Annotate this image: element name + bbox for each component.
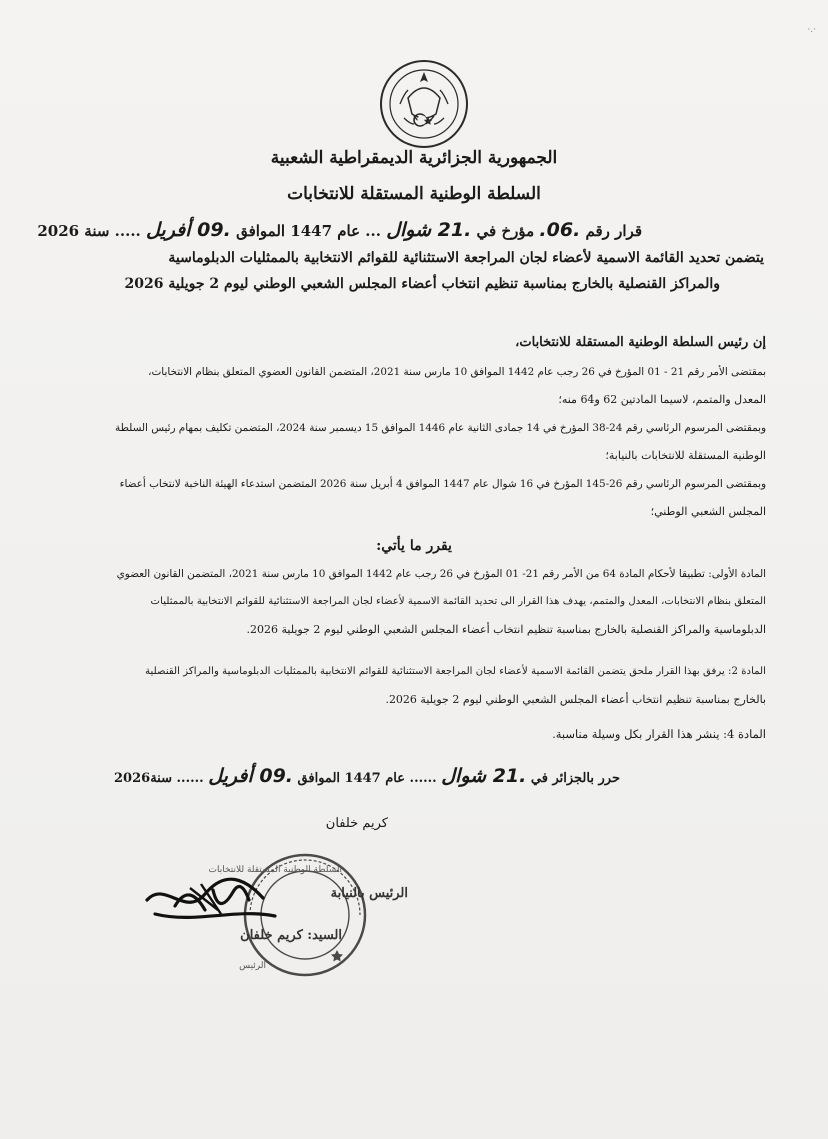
- handwritten-signature: [135, 870, 285, 940]
- authority-name: السلطة الوطنية المستقلة للانتخابات: [287, 184, 541, 204]
- country-name: الجمهورية الجزائرية الديمقراطية الشعبية: [270, 148, 558, 168]
- decision-title-prefix: قرار رقم: [585, 222, 642, 240]
- preamble-line: المجلس الشعبي الوطني؛: [650, 505, 766, 518]
- decision-gregorian-year: ..... سنة 2026: [37, 222, 141, 240]
- signatory-name: كريم خلفان: [325, 816, 388, 831]
- state-emblem-icon: [378, 58, 470, 150]
- closing-prefix: حرر بالجزائر في: [530, 771, 620, 786]
- article-line: المادة الأولى: تطبيقا لأحكام المادة 64 من الأمر رقم 21- 01 المؤرخ في 26 رجب عام 1442 الموافق 10 مارس سنة 2021، المتضمن القانون العضوي: [116, 568, 766, 580]
- article-line: الدبلوماسية والمراكز القنصلية بالخارج بمناسبة تنظيم انتخاب أعضاء المجلس الشعبي الوطني ليوم 2 جويلية 2026.: [246, 623, 766, 636]
- preamble-line: وبمقتضى المرسوم الرئاسي رقم 24-38 المؤرخ في 14 جمادى الثانية عام 1446 الموافق 15 ديسمبر سنة 2024، المتضمن تكليف بمهام رئيس السلطة: [115, 422, 766, 434]
- stamp-ring-text: السلطة الوطنية المستقلة للانتخابات: [208, 865, 342, 875]
- preamble-line: المعدل والمتمم، لاسيما المادتين 62 و64 منه؛: [558, 393, 766, 406]
- preamble-opening: إن رئيس السلطة الوطنية المستقلة للانتخابات،: [515, 335, 766, 350]
- stamp-name: السيد: كريم خلفان: [240, 928, 342, 943]
- decision-subject-line-2: والمراكز القنصلية بالخارج بمناسبة تنظيم انتخاب أعضاء المجلس الشعبي الوطني ليوم 2 جويلية 2026: [124, 276, 720, 292]
- scan-mark: ·.·: [807, 25, 816, 35]
- closing-suffix: ...... سنة2026: [114, 771, 204, 786]
- article-line: بالخارج بمناسبة تنظيم انتخاب أعضاء المجلس الشعبي الوطني ليوم 2 جويلية 2026.: [385, 693, 766, 706]
- decision-gregorian-day-month: .09 أفريل: [146, 219, 231, 241]
- closing-middle: ...... عام 1447 الموافق: [297, 771, 437, 786]
- preamble-line: الوطنية المستقلة للانتخابات بالنيابة؛: [605, 449, 766, 462]
- decision-title-line: [37, 219, 642, 241]
- decision-subject-line-1: يتضمن تحديد القائمة الاسمية لأعضاء لجان المراجعة الاستثنائية للقوائم الانتخابية بالممثليات الدبلوماسية: [168, 250, 764, 266]
- closing-hijri-day-month: .21 شوال: [441, 765, 527, 787]
- decision-dated-in: مؤرخ في: [476, 222, 535, 240]
- closing-line: [114, 765, 620, 787]
- decision-number: .06.: [539, 219, 581, 241]
- article-line: المادة 2: يرفق بهذا القرار ملحق يتضمن القائمة الاسمية لأعضاء لجان المراجعة الاستثنائية للقوائم الانتخابية بالممثليات الدبلوماسية والمراكز القنصلية: [145, 666, 766, 677]
- preamble-line: وبمقتضى المرسوم الرئاسي رقم 26-145 المؤرخ في 16 شوال عام 1447 الموافق 4 أبريل سنة 2026 المتضمن استدعاء الهيئة الناخبة لانتخاب أعضاء: [119, 478, 766, 490]
- article-line: المتعلق بنظام الانتخابات، المعدل والمتمم، يهدف هذا القرار الى تحديد القائمة الاسمية لأعضاء لجان المراجعة الاستثنائية للقوائم الانتخابية بالممثليات: [150, 596, 766, 607]
- closing-gregorian-day-month: .09 أفريل: [208, 765, 294, 787]
- stamp-title: الرئيس بالنيابة: [330, 886, 408, 901]
- stamp-bottom-text: الرئيس: [239, 961, 266, 971]
- decision-hijri-day-month: .21 شوال: [386, 219, 472, 241]
- decides-heading: يقرر ما يأتي:: [376, 538, 452, 554]
- preamble-line: بمقتضى الأمر رقم 21 - 01 المؤرخ في 26 رجب عام 1442 الموافق 10 مارس سنة 2021، المتضمن القانون العضوي المتعلق بنظام الانتخابات،: [148, 366, 766, 378]
- decision-hijri-year: ... عام 1447 الموافق: [236, 222, 381, 240]
- article-line: المادة 4: ينشر هذا القرار بكل وسيلة مناسبة.: [552, 727, 766, 741]
